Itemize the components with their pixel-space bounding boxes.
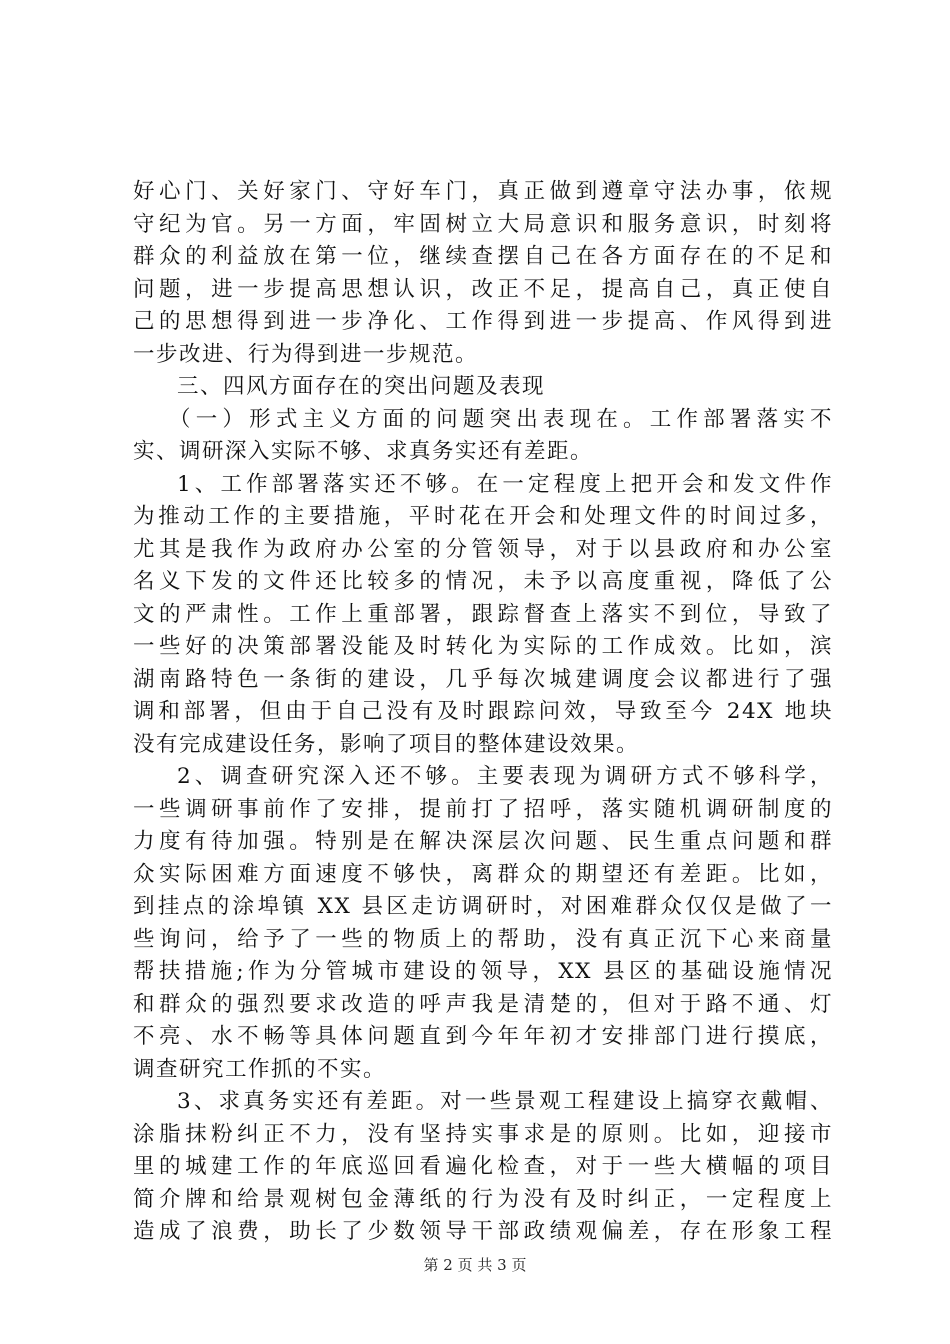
page-number-footer: 第 2 页 共 3 页 bbox=[423, 1256, 527, 1274]
text-line: 力度有待加强。特别是在解决深层次问题、民生重点问题和群 bbox=[133, 829, 833, 854]
text-line: 好心门、关好家门、守好车门，真正做到遵章守法办事，依规 bbox=[133, 179, 833, 204]
text-line: 里的城建工作的年底巡回看遍化检查，对于一些大横幅的项目 bbox=[133, 1154, 833, 1179]
text-line: 实、调研深入实际不够、求真务实还有差距。 bbox=[133, 439, 594, 464]
text-line: 尤其是我作为政府办公室的分管领导，对于以县政府和办公室 bbox=[133, 536, 833, 562]
text-line: 不亮、水不畅等具体问题直到今年年初才安排部门进行摸底， bbox=[133, 1024, 833, 1049]
paragraph-start-line: 1、工作部署落实还不够。在一定程度上把开会和发文件作 bbox=[177, 471, 833, 497]
paragraph-start-line: 3、求真务实还有差距。对一些景观工程建设上搞穿衣戴帽、 bbox=[177, 1089, 833, 1114]
text-line: 简介牌和给景观树包金薄纸的行为没有及时纠正，一定程度上 bbox=[133, 1186, 833, 1212]
text-line: 问题，进一步提高思想认识，改正不足，提高自己，真正使自 bbox=[133, 276, 833, 302]
text-line: 涂脂抹粉纠正不力，没有坚持实事求是的原则。比如，迎接市 bbox=[133, 1121, 833, 1147]
paragraph-start-line: 2、调查研究深入还不够。主要表现为调研方式不够科学， bbox=[177, 764, 833, 789]
text-line: 众实际困难方面速度不够快，离群众的期望还有差距。比如， bbox=[133, 861, 833, 887]
text-line: 和群众的强烈要求改造的呼声我是清楚的，但对于路不通、灯 bbox=[133, 991, 833, 1017]
text-line: 群众的利益放在第一位，继续查摆自己在各方面存在的不足和 bbox=[133, 244, 833, 269]
text-line: 一些调研事前作了安排，提前打了招呼，落实随机调研制度的 bbox=[133, 796, 833, 822]
text-line: 调和部署，但由于自己没有及时跟踪问效，导致至今 24X 地块 bbox=[133, 699, 833, 724]
text-line: 一步改进、行为得到进一步规范。 bbox=[133, 341, 479, 367]
text-line: 文的严肃性。工作上重部署，跟踪督查上落实不到位，导致了 bbox=[133, 601, 833, 627]
document-body bbox=[133, 176, 833, 1249]
text-line: 己的思想得到进一步净化、工作得到进一步提高、作风得到进 bbox=[133, 309, 833, 334]
text-line: 造成了浪费，助长了少数领导干部政绩观偏差，存在形象工程 bbox=[133, 1219, 833, 1244]
text-line: 为推动工作的主要措施，平时花在开会和处理文件的时间过多， bbox=[133, 504, 833, 529]
subsection-heading: （一）形式主义方面的问题突出表现在。工作部署落实不 bbox=[169, 406, 833, 432]
text-line: 名义下发的文件还比较多的情况，未予以高度重视，降低了公 bbox=[133, 569, 833, 594]
text-line: 些询问，给予了一些的物质上的帮助，没有真正沉下心来商量 bbox=[133, 926, 833, 952]
text-line: 到挂点的涂埠镇 XX 县区走访调研时，对困难群众仅仅是做了一 bbox=[133, 894, 833, 919]
text-line: 湖南路特色一条街的建设，几乎每次城建调度会议都进行了强 bbox=[133, 666, 833, 692]
section-heading: 三、四风方面存在的突出问题及表现 bbox=[177, 374, 546, 399]
text-line: 调查研究工作抓的不实。 bbox=[133, 1056, 387, 1082]
text-line: 没有完成建设任务，影响了项目的整体建设效果。 bbox=[133, 731, 640, 757]
text-line: 一些好的决策部署没能及时转化为实际的工作成效。比如，滨 bbox=[133, 634, 833, 659]
text-line: 守纪为官。另一方面，牢固树立大局意识和服务意识，时刻将 bbox=[133, 211, 833, 237]
text-line: 帮扶措施;作为分管城市建设的领导，XX 县区的基础设施情况 bbox=[133, 959, 833, 984]
